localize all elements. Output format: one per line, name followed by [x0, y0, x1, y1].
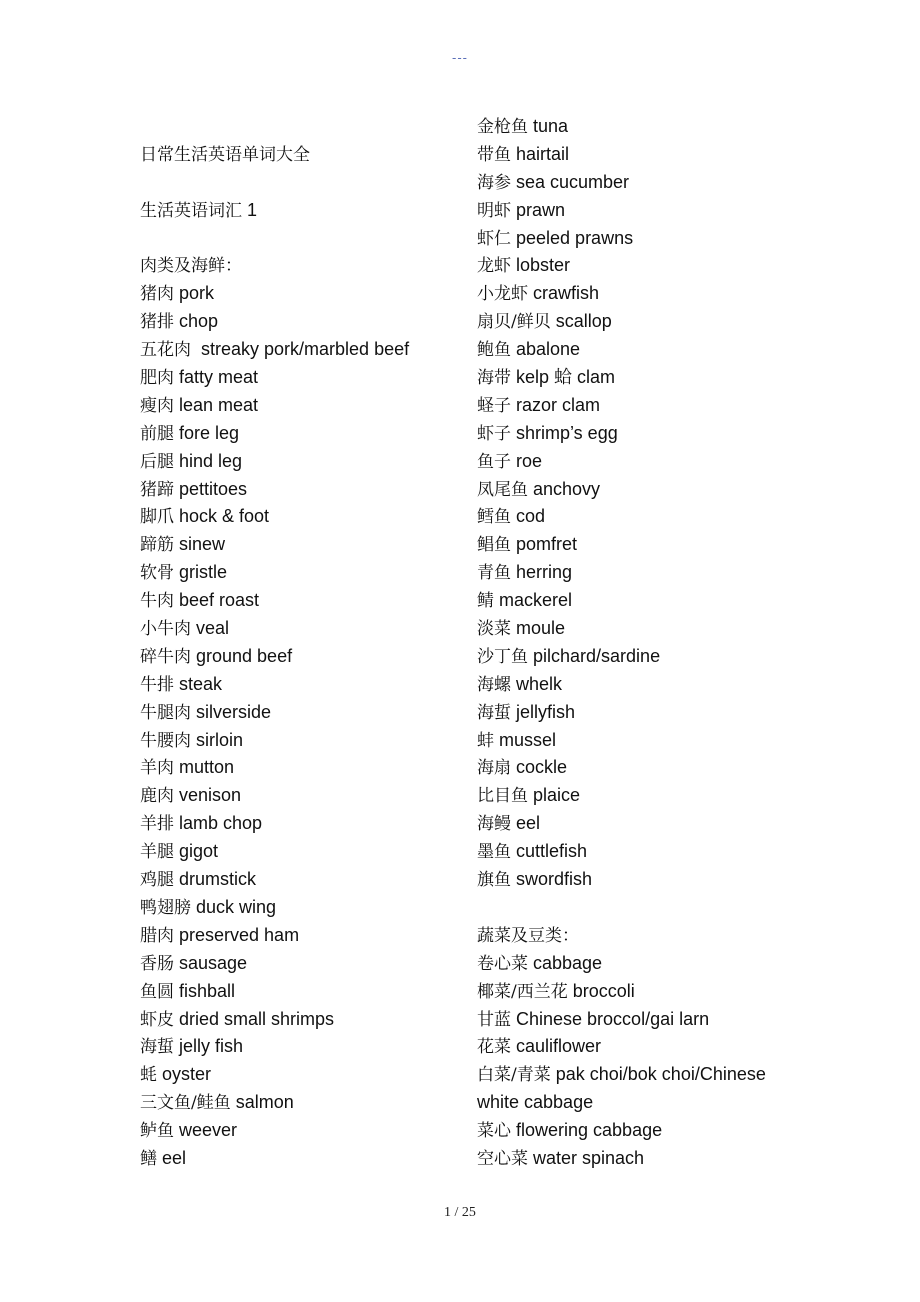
vocab-line — [477, 1145, 807, 1173]
chinese-term: 日常生活英语单词大全 — [140, 144, 310, 165]
vocab-line — [477, 866, 807, 894]
chinese-term: 扇贝/鲜贝 — [477, 312, 551, 333]
vocab-line — [477, 922, 807, 950]
chinese-term: 鲈鱼 — [140, 1121, 174, 1142]
english-term: eel — [157, 1147, 187, 1168]
chinese-term: 海蜇 — [140, 1037, 174, 1058]
chinese-term: 甘蓝 — [477, 1009, 511, 1030]
english-term: steak — [174, 673, 223, 694]
vocab-line — [140, 643, 460, 671]
chinese-term: 旗鱼 — [477, 870, 511, 891]
english-term: crawfish — [528, 283, 600, 304]
english-term: duck wing — [191, 896, 277, 917]
english-term: gigot — [174, 841, 219, 862]
vocab-line — [477, 1006, 807, 1034]
chinese-term: 明虾 — [477, 200, 511, 221]
english-term: mussel — [494, 729, 557, 750]
english-term: cockle — [511, 757, 568, 778]
english-term: flowering cabbage — [511, 1120, 663, 1141]
chinese-term: 肥肉 — [140, 368, 174, 389]
vocab-line — [140, 1006, 460, 1034]
english-term: gristle — [174, 562, 228, 583]
english-term: herring — [511, 562, 573, 583]
english-term: anchovy — [528, 478, 601, 499]
vocab-line — [477, 503, 807, 531]
english-term: cod — [511, 506, 546, 527]
vocab-line — [140, 1033, 460, 1061]
chinese-term: 鲍鱼 — [477, 340, 511, 361]
chinese-term: 鱼圆 — [140, 981, 174, 1002]
english-term: venison — [174, 785, 242, 806]
chinese-term: 小牛肉 — [140, 619, 191, 640]
chinese-term: 蚌 — [477, 730, 494, 751]
english-term: cauliflower — [511, 1036, 602, 1057]
chinese-term: 海蜇 — [477, 702, 511, 723]
english-term: Chinese broccol/gai larn — [511, 1008, 710, 1029]
english-term: cuttlefish — [511, 841, 588, 862]
vocab-line — [477, 169, 807, 197]
vocab-line — [140, 448, 460, 476]
english-term: 1 — [242, 199, 258, 220]
vocab-line — [140, 476, 460, 504]
chinese-term: 鳝 — [140, 1148, 157, 1169]
chinese-term: 鳕鱼 — [477, 507, 511, 528]
vocab-line — [140, 615, 460, 643]
chinese-term: 碎牛肉 — [140, 646, 191, 667]
vocab-line — [140, 364, 460, 392]
vocab-line — [140, 782, 460, 810]
vocab-line — [477, 364, 807, 392]
chinese-term: 前腿 — [140, 423, 174, 444]
chinese-term: 牛肉 — [140, 591, 174, 612]
chinese-term: 带鱼 — [477, 144, 511, 165]
header-mark: --- — [452, 50, 468, 65]
vocab-line — [477, 336, 807, 364]
vocab-line — [477, 699, 807, 727]
vocab-line — [140, 754, 460, 782]
english-term: hairtail — [511, 143, 570, 164]
chinese-term: 海带 — [477, 368, 511, 389]
english-term: weever — [174, 1120, 238, 1141]
chinese-term: 海螺 — [477, 674, 511, 695]
chinese-term: 猪蹄 — [140, 479, 174, 500]
chinese-term: 猪肉 — [140, 284, 174, 305]
chinese-term: 空心菜 — [477, 1148, 528, 1169]
english-term: preserved ham — [174, 924, 300, 945]
english-term: prawn — [511, 199, 566, 220]
chinese-term: 比目鱼 — [477, 786, 528, 807]
vocab-line — [477, 838, 807, 866]
vocab-line — [140, 894, 460, 922]
english-term: pettitoes — [174, 478, 248, 499]
chinese-term: 鲭 — [477, 591, 494, 612]
left-column — [140, 113, 460, 1173]
vocab-line — [140, 671, 460, 699]
english-term: water spinach — [528, 1147, 645, 1168]
vocab-line — [140, 922, 460, 950]
right-column — [477, 113, 807, 1173]
vocab-line — [477, 950, 807, 978]
chinese-term: 鸡腿 — [140, 870, 174, 891]
english-term: veal — [191, 618, 230, 639]
english-term: scallop — [550, 311, 612, 332]
chinese-term: 海扇 — [477, 758, 511, 779]
chinese-term: 腊肉 — [140, 925, 174, 946]
chinese-term: 海鳗 — [477, 814, 511, 835]
vocab-line — [477, 531, 807, 559]
vocab-line — [477, 448, 807, 476]
chinese-term: 卷心菜 — [477, 953, 528, 974]
chinese-term: 牛排 — [140, 674, 174, 695]
chinese-term: 羊腿 — [140, 842, 174, 863]
vocab-line — [140, 1061, 460, 1089]
english-term: pilchard/sardine — [528, 645, 661, 666]
vocab-line — [477, 671, 807, 699]
english-term: pak choi/bok choi/Chinese — [550, 1064, 766, 1085]
chinese-term: 花菜 — [477, 1037, 511, 1058]
page-number: 1 / 25 — [444, 1205, 476, 1220]
english-term: hock & foot — [174, 506, 270, 527]
vocab-line — [140, 810, 460, 838]
vocab-line — [140, 169, 460, 197]
chinese-term: 五花肉 — [140, 340, 191, 361]
english-term: lamb chop — [174, 813, 263, 834]
english-term: streaky pork/marbled beef — [191, 339, 410, 360]
vocab-line — [140, 197, 460, 225]
chinese-term: 蛏子 — [477, 395, 511, 416]
english-term: broccoli — [567, 980, 635, 1001]
chinese-term: 鹿肉 — [140, 786, 174, 807]
chinese-term: 墨鱼 — [477, 842, 511, 863]
vocab-line — [140, 280, 460, 308]
english-term: fore leg — [174, 422, 240, 443]
chinese-term: 虾子 — [477, 423, 511, 444]
chinese-term: 生活英语词汇 — [140, 200, 242, 221]
chinese-term: 瘦肉 — [140, 395, 174, 416]
vocab-line — [140, 838, 460, 866]
vocab-line — [477, 559, 807, 587]
english-term: eel — [511, 813, 541, 834]
chinese-term: 沙丁鱼 — [477, 646, 528, 667]
vocab-line — [140, 392, 460, 420]
chinese-term: 猪排 — [140, 312, 174, 333]
english-term: sirloin — [191, 729, 244, 750]
vocab-line — [477, 1033, 807, 1061]
vocab-line — [477, 782, 807, 810]
english-term: plaice — [528, 785, 581, 806]
english-term: kelp 蛤 clam — [511, 367, 616, 388]
chinese-term: 青鱼 — [477, 563, 511, 584]
vocab-line — [140, 978, 460, 1006]
vocab-line — [477, 894, 807, 922]
vocab-line — [477, 754, 807, 782]
vocab-line — [477, 810, 807, 838]
chinese-term: 龙虾 — [477, 256, 511, 277]
chinese-term: 鲳鱼 — [477, 535, 511, 556]
vocab-line — [477, 280, 807, 308]
vocab-line — [140, 587, 460, 615]
english-term: sausage — [174, 952, 248, 973]
vocab-line — [140, 1117, 460, 1145]
chinese-term: 小龙虾 — [477, 284, 528, 305]
chinese-term: 软骨 — [140, 563, 174, 584]
english-term: hind leg — [174, 450, 243, 471]
english-term: silverside — [191, 701, 272, 722]
vocab-line — [140, 503, 460, 531]
vocab-line — [477, 392, 807, 420]
english-term: moule — [511, 618, 566, 639]
english-term: chop — [174, 311, 219, 332]
english-term: tuna — [528, 116, 569, 136]
vocab-line — [477, 978, 807, 1006]
vocab-line — [477, 1061, 807, 1089]
chinese-term: 金枪鱼 — [477, 117, 528, 137]
chinese-term: 后腿 — [140, 451, 174, 472]
english-term: fishball — [174, 980, 236, 1001]
vocab-line — [477, 308, 807, 336]
english-term: dried small shrimps — [174, 1008, 335, 1029]
english-term: roe — [511, 450, 543, 471]
chinese-term: 肉类及海鲜： — [140, 256, 242, 277]
vocab-line — [140, 308, 460, 336]
english-term: pomfret — [511, 534, 578, 555]
english-term: sinew — [174, 534, 226, 555]
english-term: shrimp’s egg — [511, 422, 618, 443]
chinese-term: 海参 — [477, 172, 511, 193]
vocab-line — [140, 336, 460, 364]
english-term: peeled prawns — [511, 227, 634, 248]
vocab-line — [140, 141, 460, 169]
vocab-line — [477, 420, 807, 448]
vocab-line — [477, 113, 807, 141]
vocab-line — [140, 727, 460, 755]
english-term: white cabbage — [477, 1092, 594, 1113]
vocab-line — [477, 476, 807, 504]
vocab-line — [477, 1117, 807, 1145]
chinese-term: 凤尾鱼 — [477, 479, 528, 500]
chinese-term: 虾皮 — [140, 1009, 174, 1030]
vocab-line — [477, 225, 807, 253]
chinese-term: 香肠 — [140, 953, 174, 974]
chinese-term: 虾仁 — [477, 228, 511, 249]
vocab-line — [140, 531, 460, 559]
english-term: beef roast — [174, 590, 260, 611]
chinese-term: 椰菜/西兰花 — [477, 981, 568, 1002]
english-term: sea cucumber — [511, 171, 630, 192]
english-term: swordfish — [511, 869, 593, 890]
vocab-line — [477, 197, 807, 225]
english-term: mutton — [174, 757, 235, 778]
chinese-term: 牛腿肉 — [140, 702, 191, 723]
english-term: jellyfish — [511, 701, 576, 722]
english-term: salmon — [230, 1092, 294, 1113]
english-term: whelk — [511, 673, 563, 694]
vocab-line — [477, 1089, 807, 1117]
chinese-term: 脚爪 — [140, 507, 174, 528]
chinese-term: 三文鱼/鲑鱼 — [140, 1093, 231, 1114]
english-term: drumstick — [174, 869, 257, 890]
vocab-line — [477, 727, 807, 755]
chinese-term: 淡菜 — [477, 619, 511, 640]
vocab-line — [477, 643, 807, 671]
chinese-term: 蹄筋 — [140, 535, 174, 556]
vocab-line — [140, 225, 460, 253]
vocab-line — [140, 1145, 460, 1173]
chinese-term: 羊肉 — [140, 758, 174, 779]
english-term: pork — [174, 283, 215, 304]
chinese-term: 牛腰肉 — [140, 730, 191, 751]
english-term: abalone — [511, 339, 581, 360]
vocab-line — [477, 252, 807, 280]
chinese-term: 鱼子 — [477, 451, 511, 472]
english-term: lobster — [511, 255, 571, 276]
english-term: ground beef — [191, 645, 293, 666]
chinese-term: 白菜/青菜 — [477, 1065, 551, 1086]
vocab-line — [140, 559, 460, 587]
vocab-line — [140, 699, 460, 727]
vocab-line — [477, 615, 807, 643]
vocab-line — [477, 587, 807, 615]
vocab-line — [140, 420, 460, 448]
chinese-term: 鸭翅膀 — [140, 897, 191, 918]
chinese-term: 蔬菜及豆类： — [477, 925, 579, 946]
english-term: lean meat — [174, 394, 259, 415]
vocab-line — [140, 950, 460, 978]
chinese-term: 蚝 — [140, 1065, 157, 1086]
chinese-term: 菜心 — [477, 1121, 511, 1142]
english-term: oyster — [157, 1064, 212, 1085]
vocab-line — [477, 141, 807, 169]
english-term: mackerel — [494, 590, 573, 611]
english-term: cabbage — [528, 952, 603, 973]
vocab-line — [140, 1089, 460, 1117]
english-term: jelly fish — [174, 1036, 244, 1057]
vocab-line — [140, 252, 460, 280]
english-term: fatty meat — [174, 367, 259, 388]
vocab-line — [140, 866, 460, 894]
chinese-term: 羊排 — [140, 814, 174, 835]
vocab-line — [140, 113, 460, 141]
english-term: razor clam — [511, 394, 601, 415]
